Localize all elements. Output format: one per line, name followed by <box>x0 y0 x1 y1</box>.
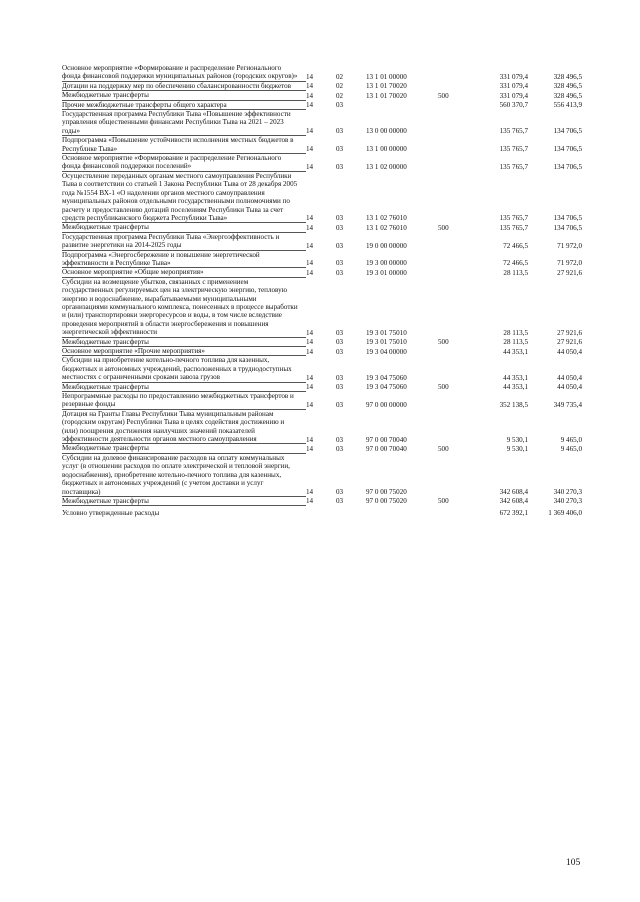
amount-year1-cell: 72 466,5 <box>503 259 528 268</box>
target-article-cell: 13 1 02 76010 <box>366 223 407 232</box>
row-name-cell: Дотация на Гранты Главы Республики Тыва муниципальным районам (городским округам) Республики Тыва в целях содействия достижению и (или) поощрения достижения наилучших значений показателей эффективности деятельности органов местного самоуправления <box>62 409 306 444</box>
table-row <box>62 232 582 250</box>
expense-type-cell <box>438 392 474 410</box>
amount-year2-cell: 44 050,4 <box>557 383 582 392</box>
row-name-cell: Государственная программа Республики Тыва «Энергоэффективность и развитие энергетики на 2014-2025 годы <box>62 232 306 250</box>
section-code-cell: 14 <box>306 444 314 453</box>
budget-table-body <box>62 64 582 518</box>
subsection-code-cell: 03 <box>336 259 344 268</box>
amount-year2-cell: 44 050,4 <box>557 373 582 382</box>
table-row <box>62 250 582 268</box>
budget-table <box>62 64 582 518</box>
amount-year1-cell: 44 353,1 <box>503 383 528 392</box>
row-name-cell: Межбюджетные трансферты <box>62 91 306 100</box>
subsection-code-cell: 03 <box>336 162 344 171</box>
expense-type-cell <box>438 81 474 90</box>
section-code-cell: 14 <box>306 127 314 136</box>
amount-year2-cell: 349 735,4 <box>553 400 582 409</box>
table-row <box>62 347 582 356</box>
amount-year1-cell: 44 353,1 <box>503 373 528 382</box>
amount-year1-cell: 135 765,7 <box>499 145 528 154</box>
amount-year2-cell: 134 706,5 <box>553 127 582 136</box>
amount-year2-cell: 328 496,5 <box>553 72 582 81</box>
amount-year2-cell: 340 270,3 <box>553 497 582 506</box>
target-article-cell: 13 1 02 00000 <box>366 162 407 171</box>
amount-year2-cell: 27 921,6 <box>557 328 582 337</box>
section-code-cell: 14 <box>306 101 314 110</box>
amount-year1-cell: 28 113,5 <box>503 328 528 337</box>
expense-type-cell <box>438 453 474 496</box>
expense-type-cell <box>438 347 474 356</box>
target-article-cell: 97 0 00 75020 <box>366 497 407 506</box>
amount-year1-cell: 135 765,7 <box>499 162 528 171</box>
expense-type-cell <box>438 250 474 268</box>
target-article-cell: 13 0 00 00000 <box>366 127 407 136</box>
target-article-cell: 19 3 01 00000 <box>366 268 407 277</box>
target-article-cell: 19 3 01 75010 <box>366 338 407 347</box>
amount-year1-cell: 342 608,4 <box>499 488 528 496</box>
table-row <box>62 337 582 346</box>
row-name-cell: Межбюджетные трансферты <box>62 444 306 453</box>
expense-type-cell <box>438 154 474 172</box>
expense-type-cell <box>438 232 474 250</box>
amount-year1-cell: 28 113,5 <box>503 268 528 277</box>
target-article-cell: 13 1 02 76010 <box>366 214 407 223</box>
expense-type-cell <box>438 171 474 222</box>
table-row <box>62 171 582 222</box>
table-row <box>62 91 582 100</box>
target-article-cell: 13 1 01 00000 <box>366 72 407 81</box>
target-article-cell <box>366 100 438 109</box>
subsection-code-cell: 03 <box>336 488 344 496</box>
section-code-cell: 14 <box>306 338 314 347</box>
amount-year1-cell: 352 138,5 <box>499 400 528 409</box>
subsection-code-cell: 03 <box>336 444 344 453</box>
table-row <box>62 64 582 81</box>
amount-year1-cell: 135 765,7 <box>499 127 528 136</box>
row-name-cell: Основное мероприятие «Формирование и распределение Регионального фонда финансовой поддержки муниципальных районов (городских округов)» <box>62 64 306 81</box>
row-name-cell: Основное мероприятие «Общие мероприятия» <box>62 268 306 277</box>
row-name-cell: Субсидии на приобретение котельно-печного топлива для казенных, бюджетных и автономных учреждений, расположенных в труднодоступных местностях с ограниченными сроками завоза грузов <box>62 356 306 382</box>
table-row <box>62 223 582 232</box>
amount-year2-cell: 71 972,0 <box>557 259 582 268</box>
amount-year2-cell: 134 706,5 <box>553 145 582 154</box>
subsection-code-cell: 03 <box>336 268 344 277</box>
target-article-cell: 97 0 00 70040 <box>366 444 407 453</box>
amount-year2-cell: 134 706,5 <box>553 223 582 232</box>
row-name-cell: Государственная программа Республики Тыва «Повышение эффективности управления общественными финансами Республики Тыва на 2021 – 2023 годы» <box>62 110 306 136</box>
target-article-cell: 97 0 00 70040 <box>366 435 407 444</box>
amount-year2-cell: 71 972,0 <box>557 241 582 250</box>
total-year2-cell: 1 369 406,0 <box>548 509 582 518</box>
amount-year2-cell: 328 496,5 <box>553 91 582 100</box>
row-name-cell: Субсидии на возмещение убытков, связанных с применением государственных регулируемых цен на электрическую энергию, тепловую энергию и водоснабжение, вырабатываемыми муниципальными организациями коммунального комплекса, понесенных в процессе выработки и (или) транспортировки энергоресурсов и воды, в том числе вследствие проведения мероприятий в области энергосбережения и повышения энергетической эффективности <box>62 277 306 337</box>
section-code-cell: 14 <box>306 488 314 496</box>
expense-type-cell <box>438 64 474 81</box>
target-article-cell: 19 3 00 00000 <box>366 259 407 268</box>
table-row <box>62 382 582 391</box>
target-article-cell: 13 1 01 70020 <box>366 91 407 100</box>
target-article-cell: 97 0 00 75020 <box>366 488 407 496</box>
expense-type-cell <box>438 409 474 444</box>
subsection-code-cell: 03 <box>336 338 344 347</box>
target-article-cell: 19 3 04 00000 <box>366 347 407 356</box>
table-row <box>62 268 582 277</box>
amount-year1-cell: 560 370,7 <box>499 101 528 110</box>
amount-year1-cell: 331 079,4 <box>499 82 528 91</box>
table-row <box>62 136 582 154</box>
table-row <box>62 100 582 109</box>
row-name-cell: Непрограммные расходы по предоставлению межбюджетных трансфертов и резервные фонды <box>62 392 306 410</box>
amount-year1-cell: 331 079,4 <box>499 72 528 81</box>
subsection-code-cell: 03 <box>336 145 344 154</box>
total-row <box>62 509 582 517</box>
table-row <box>62 409 582 444</box>
subsection-code-cell: 02 <box>336 82 344 91</box>
expense-type-cell <box>438 277 474 337</box>
total-label-cell: Условно утвержденные расходы <box>62 509 160 518</box>
expense-type-cell <box>438 268 474 277</box>
table-row <box>62 496 582 505</box>
row-name-cell: Межбюджетные трансферты <box>62 337 306 346</box>
section-code-cell: 14 <box>306 82 314 91</box>
subsection-code-cell: 03 <box>336 223 344 232</box>
row-name-cell: Подпрограмма «Повышение устойчивости исполнения местных бюджетов в Республике Тыва» <box>62 136 306 154</box>
expense-type-cell: 500 <box>438 338 449 347</box>
expense-type-cell: 500 <box>438 444 449 453</box>
page-number: 105 <box>566 858 581 868</box>
subsection-code-cell: 03 <box>336 214 344 223</box>
subsection-code-cell: 03 <box>336 127 344 136</box>
expense-type-cell <box>438 100 474 109</box>
table-row <box>62 110 582 136</box>
row-name-cell: Межбюджетные трансферты <box>62 496 306 505</box>
row-name-cell: Осуществление переданных органам местного самоуправления Республики Тыва в соответствии со статьей 1 Закона Республики Тыва от 28 декабря 2005 года №1554 ВХ-1 «О наделении органов местного самоуправления муниципальных районов отдельными государственными полномочиями по расчету и предоставлению дотаций поселениям Республики Тыва за счет средств республиканского бюджета Республики Тыва» <box>62 171 306 222</box>
subsection-code-cell: 03 <box>336 383 344 392</box>
amount-year1-cell: 9 530,1 <box>506 444 528 453</box>
amount-year2-cell: 134 706,5 <box>553 162 582 171</box>
empty-cell <box>366 509 438 517</box>
row-name-cell: Подпрограмма «Энергосбережение и повышение энергетической эффективности в Республике Тыва» <box>62 250 306 268</box>
amount-year1-cell: 331 079,4 <box>499 91 528 100</box>
target-article-cell: 97 0 00 00000 <box>366 400 407 409</box>
amount-year2-cell: 340 270,3 <box>553 488 582 496</box>
amount-year1-cell: 135 765,7 <box>499 214 528 223</box>
target-article-cell: 13 1 00 00000 <box>366 145 407 154</box>
row-name-cell: Дотации на поддержку мер по обеспечению сбалансированности бюджетов <box>62 81 306 90</box>
row-name-cell: Основное мероприятие «Формирование и распределение Регионального фонда финансовой поддержки поселений» <box>62 154 306 172</box>
section-code-cell: 14 <box>306 268 314 277</box>
target-article-cell: 19 0 00 00000 <box>366 241 407 250</box>
section-code-cell: 14 <box>306 347 314 356</box>
section-code-cell: 14 <box>306 145 314 154</box>
subsection-code-cell: 02 <box>336 72 344 81</box>
amount-year1-cell: 9 530,1 <box>506 435 528 444</box>
expense-type-cell <box>438 136 474 154</box>
amount-year2-cell: 27 921,6 <box>557 338 582 347</box>
section-code-cell: 14 <box>306 241 314 250</box>
expense-type-cell: 500 <box>438 91 449 100</box>
section-code-cell: 14 <box>306 223 314 232</box>
amount-year2-cell: 9 465,0 <box>560 444 582 453</box>
section-code-cell: 14 <box>306 214 314 223</box>
target-article-cell: 19 3 04 75060 <box>366 373 407 382</box>
amount-year1-cell: 342 608,4 <box>499 497 528 506</box>
table-row <box>62 444 582 453</box>
subsection-code-cell: 03 <box>336 101 344 110</box>
row-name-cell: Межбюджетные трансферты <box>62 223 306 232</box>
table-row <box>62 81 582 90</box>
table-row <box>62 277 582 337</box>
expense-type-cell <box>438 110 474 136</box>
total-year1-cell: 672 392,1 <box>499 509 528 518</box>
amount-year1-cell: 44 353,1 <box>503 347 528 356</box>
target-article-cell: 19 3 01 75010 <box>366 328 407 337</box>
amount-year1-cell: 135 765,7 <box>499 223 528 232</box>
empty-cell <box>438 509 474 517</box>
section-code-cell: 14 <box>306 259 314 268</box>
row-name-cell: Основное мероприятие «Прочие мероприятия» <box>62 347 306 356</box>
section-code-cell: 14 <box>306 400 314 409</box>
row-name-cell: Субсидии на долевое финансирование расходов на оплату коммунальных услуг (в отношении расходов по оплате электрической и тепловой энергии, водоснабжения), приобретение котельно-печного топлива для казенных, бюджетных и автономных учреждений (с учетом доставки и услуг поставщика) <box>62 453 306 496</box>
empty-cell <box>306 509 336 517</box>
subsection-code-cell: 02 <box>336 91 344 100</box>
section-code-cell: 14 <box>306 435 314 444</box>
row-name-cell: Межбюджетные трансферты <box>62 382 306 391</box>
section-code-cell: 14 <box>306 91 314 100</box>
expense-type-cell: 500 <box>438 497 449 506</box>
amount-year1-cell: 28 113,5 <box>503 338 528 347</box>
row-name-cell: Прочие межбюджетные трансферты общего характера <box>62 100 306 109</box>
subsection-code-cell: 03 <box>336 497 344 506</box>
table-row <box>62 392 582 410</box>
amount-year2-cell: 556 413,9 <box>553 101 582 110</box>
subsection-code-cell: 03 <box>336 435 344 444</box>
amount-year2-cell: 134 706,5 <box>553 214 582 223</box>
amount-year2-cell: 9 465,0 <box>560 435 582 444</box>
amount-year2-cell: 328 496,5 <box>553 82 582 91</box>
expense-type-cell: 500 <box>438 383 449 392</box>
section-code-cell: 14 <box>306 162 314 171</box>
amount-year2-cell: 27 921,6 <box>557 268 582 277</box>
amount-year1-cell: 72 466,5 <box>503 241 528 250</box>
section-code-cell: 14 <box>306 72 314 81</box>
section-code-cell: 14 <box>306 383 314 392</box>
subsection-code-cell: 03 <box>336 400 344 409</box>
table-row <box>62 356 582 382</box>
section-code-cell: 14 <box>306 497 314 506</box>
subsection-code-cell: 03 <box>336 328 344 337</box>
table-row <box>62 154 582 172</box>
subsection-code-cell: 03 <box>336 347 344 356</box>
section-code-cell: 14 <box>306 373 314 382</box>
empty-cell <box>336 509 366 517</box>
target-article-cell: 19 3 04 75060 <box>366 383 407 392</box>
table-row <box>62 453 582 496</box>
section-code-cell: 14 <box>306 328 314 337</box>
amount-year2-cell: 44 050,4 <box>557 347 582 356</box>
subsection-code-cell: 03 <box>336 241 344 250</box>
target-article-cell: 13 1 01 70020 <box>366 82 407 91</box>
subsection-code-cell: 03 <box>336 373 344 382</box>
expense-type-cell: 500 <box>438 223 449 232</box>
expense-type-cell <box>438 356 474 382</box>
